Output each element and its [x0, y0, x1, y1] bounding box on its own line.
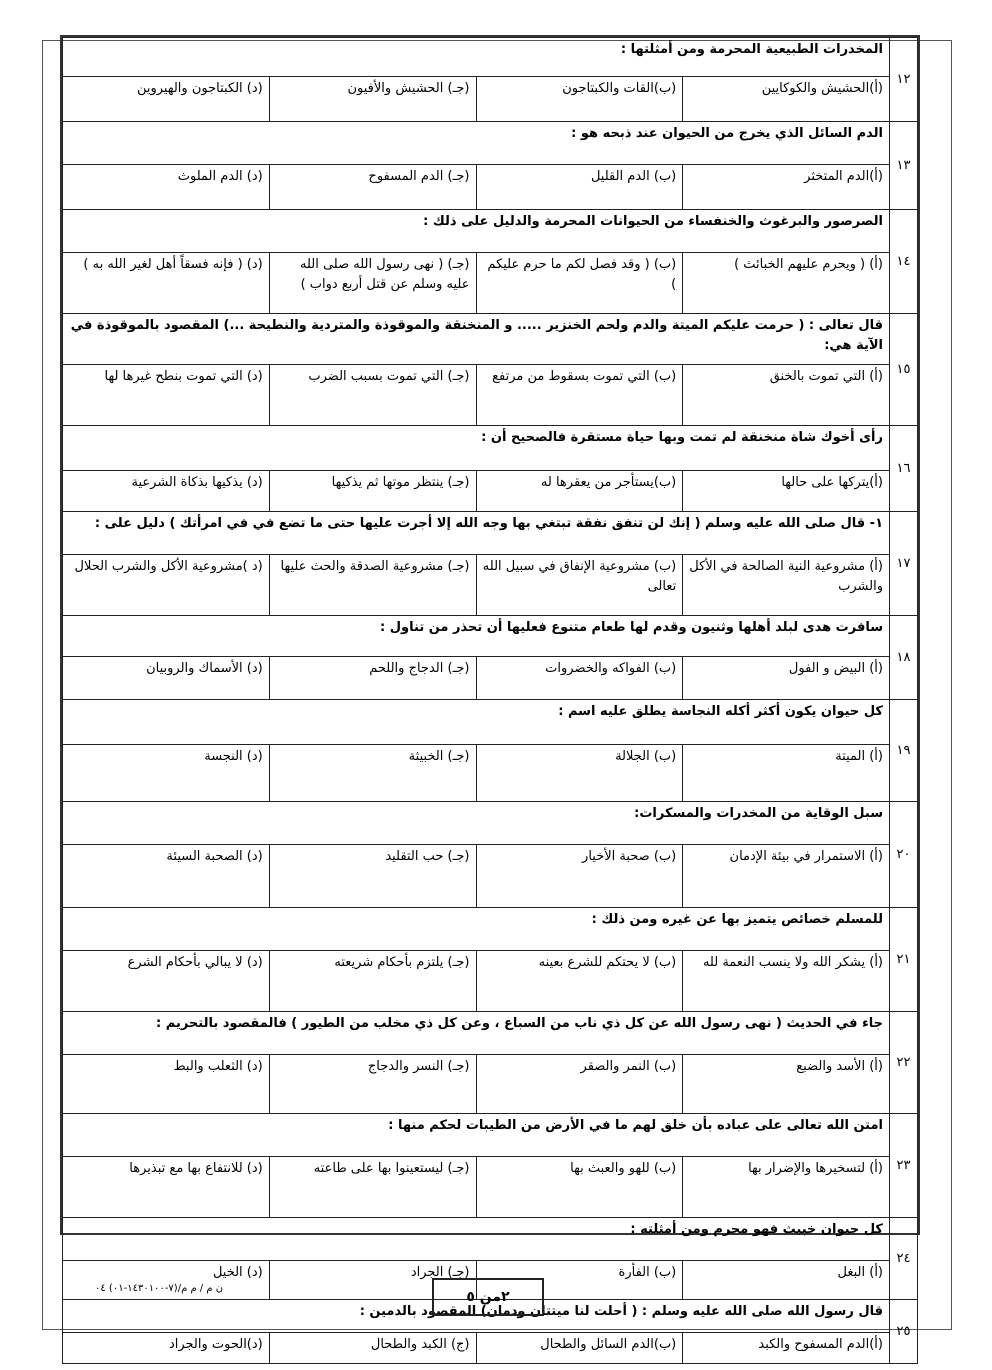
- answer-option[interactable]: (ج) الكبد والطحال: [269, 1333, 476, 1364]
- answer-option[interactable]: (ب) الفواكه والخضروات: [476, 657, 683, 700]
- question-stem: سافرت هدى لبلد أهلها وثنيون وقدم لها طعام متنوع فعليها أن تحذر من تناول :: [63, 616, 890, 657]
- options-row: [63, 1055, 918, 1114]
- question-number: ١٦: [890, 426, 918, 512]
- page-number: ٢من ٥: [432, 1278, 544, 1316]
- question-stem: قال رسول الله صلى الله عليه وسلم : ( أحلت لنا ميتتان ودمان) المقصود بالدمين :: [63, 1300, 890, 1333]
- question-number: ١٨: [890, 616, 918, 700]
- answer-option[interactable]: (جـ) ( نهى رسول الله صلى الله عليه وسلم عن قتل أربع دواب ): [269, 253, 476, 314]
- question-stem: كل حيوان خبيث فهو محرم ومن أمثلته :: [63, 1218, 890, 1261]
- answer-option[interactable]: (جـ) الدم المسفوح: [269, 165, 476, 210]
- options-row: [63, 365, 918, 426]
- question-number: ١٧: [890, 512, 918, 616]
- question-stem: المخدرات الطبيعية المحرمة ومن أمثلتها :: [63, 38, 890, 77]
- answer-option[interactable]: (ب) لا يحتكم للشرع بعينه: [476, 951, 683, 1012]
- question-number: ١٢: [890, 38, 918, 122]
- answer-option[interactable]: (أ)يتركها على حالها: [683, 471, 890, 512]
- answer-option[interactable]: (أ) البغل: [683, 1261, 890, 1300]
- question-number: ٢٥: [890, 1300, 918, 1364]
- answer-option[interactable]: (جـ) التي تموت بسبب الضرب: [269, 365, 476, 426]
- question-stem: كل حيوان يكون أكثر أكله النجاسة يطلق عليه اسم :: [63, 700, 890, 745]
- question-stem: ١- قال صلى الله عليه وسلم ( إنك لن تنفق نفقة تبتغي بها وجه الله إلا أجرت عليها حتى ما تضع في في امرأتك ) دليل على :: [63, 512, 890, 555]
- answer-option[interactable]: (ب) الجلالة: [476, 745, 683, 802]
- question-stem: رأى أخوك شاة منخنقة لم تمت وبها حياة مستقرة فالصحيح أن :: [63, 426, 890, 471]
- answer-option[interactable]: (أ)الحشيش والكوكايين: [683, 77, 890, 122]
- question-stem-row: [63, 122, 918, 165]
- answer-option[interactable]: (د) يذكيها بذكاة الشرعية: [63, 471, 270, 512]
- question-stem-row: [63, 616, 918, 657]
- footer-code: ن م / م م/(٧-١٤٣٠١٠٠-٠١) ٠٤: [95, 1283, 224, 1294]
- answer-option[interactable]: (ب) صحبة الأخيار: [476, 845, 683, 908]
- options-row: [63, 253, 918, 314]
- options-row: [63, 745, 918, 802]
- answer-option[interactable]: (ب)الدم السائل والطحال: [476, 1333, 683, 1364]
- answer-option[interactable]: (د) الثعلب والبط: [63, 1055, 270, 1114]
- options-row: [63, 951, 918, 1012]
- answer-option[interactable]: (ب) النمر والصقر: [476, 1055, 683, 1114]
- question-stem: امتن الله تعالى على عباده بأن خلق لهم ما في الأرض من الطيبات لحكم منها :: [63, 1114, 890, 1157]
- answer-option[interactable]: (أ) التي تموت بالخنق: [683, 365, 890, 426]
- question-stem: قال تعالى : ( حرمت عليكم الميتة والدم ولحم الخنزير ..... و المنخنقة والموقوذة والمتردية والنطيحة ...) المقصود بالموقوذة في الآية هي:: [63, 314, 890, 365]
- answer-option[interactable]: (جـ) النسر والدجاج: [269, 1055, 476, 1114]
- options-row: [63, 657, 918, 700]
- answer-option[interactable]: (د) للانتفاع بها مع تبذيرها: [63, 1157, 270, 1218]
- answer-option[interactable]: (أ)الدم المتخثر: [683, 165, 890, 210]
- answer-option[interactable]: (ب) ( وقد فصل لكم ما حرم عليكم ): [476, 253, 683, 314]
- answer-option[interactable]: (د) ( فإنه فسقاً أهل لغير الله به ): [63, 253, 270, 314]
- question-stem: سبل الوقاية من المخدرات والمسكرات:: [63, 802, 890, 845]
- answer-option[interactable]: (أ) الأسد والضبع: [683, 1055, 890, 1114]
- answer-option[interactable]: (ب) التي تموت بسقوط من مرتفع: [476, 365, 683, 426]
- answer-option[interactable]: (د) التي تموت بنطح غيرها لها: [63, 365, 270, 426]
- question-number: ١٣: [890, 122, 918, 210]
- question-number: ٢٠: [890, 802, 918, 908]
- question-stem-row: [63, 802, 918, 845]
- answer-option[interactable]: (د) الكبتاجون والهيروين: [63, 77, 270, 122]
- question-stem: الدم السائل الذي يخرج من الحيوان عند ذبحه هو :: [63, 122, 890, 165]
- questions-table: [62, 37, 918, 1364]
- options-row: [63, 471, 918, 512]
- answer-option[interactable]: (جـ) ليستعينوا بها على طاعته: [269, 1157, 476, 1218]
- question-stem-row: [63, 210, 918, 253]
- question-stem-row: [63, 908, 918, 951]
- options-row: [63, 845, 918, 908]
- question-stem-row: [63, 1012, 918, 1055]
- answer-option[interactable]: (أ) مشروعية النية الصالحة في الأكل والشرب: [683, 555, 890, 616]
- answer-option[interactable]: (ب) الدم القليل: [476, 165, 683, 210]
- answer-option[interactable]: (جـ) مشروعية الصدقة والحث عليها: [269, 555, 476, 616]
- question-stem-row: [63, 314, 918, 365]
- question-number: ١٥: [890, 314, 918, 426]
- question-stem-row: [63, 1114, 918, 1157]
- question-stem-row: [63, 426, 918, 471]
- question-number: ٢٢: [890, 1012, 918, 1114]
- answer-option[interactable]: (أ)الدم المسفوح والكبد: [683, 1333, 890, 1364]
- question-stem: الصرصور والبرغوث والخنفساء من الحيوانات المحرمة والدليل على ذلك :: [63, 210, 890, 253]
- answer-option[interactable]: (أ) ( ويحرم عليهم الخبائث ): [683, 253, 890, 314]
- answer-option[interactable]: (ب) للهو والعبث بها: [476, 1157, 683, 1218]
- question-stem-row: [63, 700, 918, 745]
- answer-option[interactable]: (جـ) يلتزم بأحكام شريعته: [269, 951, 476, 1012]
- answer-option[interactable]: (د)الحوت والجراد: [63, 1333, 270, 1364]
- question-stem: جاء في الحديث ( نهى رسول الله عن كل ذي ناب من السباع ، وعن كل ذي مخلب من الطيور ) فالمقصود بالتحريم :: [63, 1012, 890, 1055]
- options-row: [63, 77, 918, 122]
- answer-option[interactable]: (جـ) الحشيش والأفيون: [269, 77, 476, 122]
- options-row: [63, 555, 918, 616]
- options-row: [63, 165, 918, 210]
- answer-option[interactable]: (د) النجسة: [63, 745, 270, 802]
- answer-option[interactable]: (د )مشروعية الأكل والشرب الحلال: [63, 555, 270, 616]
- question-stem-row: [63, 512, 918, 555]
- answer-option[interactable]: (جـ) الخبيثة: [269, 745, 476, 802]
- question-stem: للمسلم خصائص يتميز بها عن غيره ومن ذلك :: [63, 908, 890, 951]
- question-number: ١٩: [890, 700, 918, 802]
- question-number: ١٤: [890, 210, 918, 314]
- answer-option[interactable]: (د) الصحبة السيئة: [63, 845, 270, 908]
- answer-option[interactable]: (أ) البيض و الفول: [683, 657, 890, 700]
- options-row: [63, 1157, 918, 1218]
- answer-option[interactable]: (د) الأسماك والروبيان: [63, 657, 270, 700]
- answer-option[interactable]: (ب) مشروعية الإنفاق في سبيل الله تعالى: [476, 555, 683, 616]
- answer-option[interactable]: (أ) يشكر الله ولا ينسب النعمة لله: [683, 951, 890, 1012]
- answer-option[interactable]: (أ) لتسخيرها والإضرار بها: [683, 1157, 890, 1218]
- question-stem-row: [63, 38, 918, 77]
- answer-option[interactable]: (جـ) الدجاج واللحم: [269, 657, 476, 700]
- question-number: ٢١: [890, 908, 918, 1012]
- answer-option[interactable]: (جـ) ينتظر موتها ثم يذكيها: [269, 471, 476, 512]
- question-number: ٢٤: [890, 1218, 918, 1300]
- answer-option[interactable]: (ب)يستأجر من يعقرها له: [476, 471, 683, 512]
- answer-option[interactable]: (د) الخيل: [63, 1261, 270, 1300]
- answer-option[interactable]: (جـ) الجراد: [269, 1261, 476, 1300]
- answer-option[interactable]: (أ) الميتة: [683, 745, 890, 802]
- answer-option[interactable]: (ب) الفأرة: [476, 1261, 683, 1300]
- answer-option[interactable]: (د) لا يبالي بأحكام الشرع: [63, 951, 270, 1012]
- answer-option[interactable]: (جـ) حب التقليد: [269, 845, 476, 908]
- answer-option[interactable]: (ب)القات والكبتاجون: [476, 77, 683, 122]
- question-number: ٢٣: [890, 1114, 918, 1218]
- question-stem-row: [63, 1218, 918, 1261]
- answer-option[interactable]: (أ) الاستمرار في بيئة الإدمان: [683, 845, 890, 908]
- answer-option[interactable]: (د) الدم الملوث: [63, 165, 270, 210]
- options-row: [63, 1333, 918, 1364]
